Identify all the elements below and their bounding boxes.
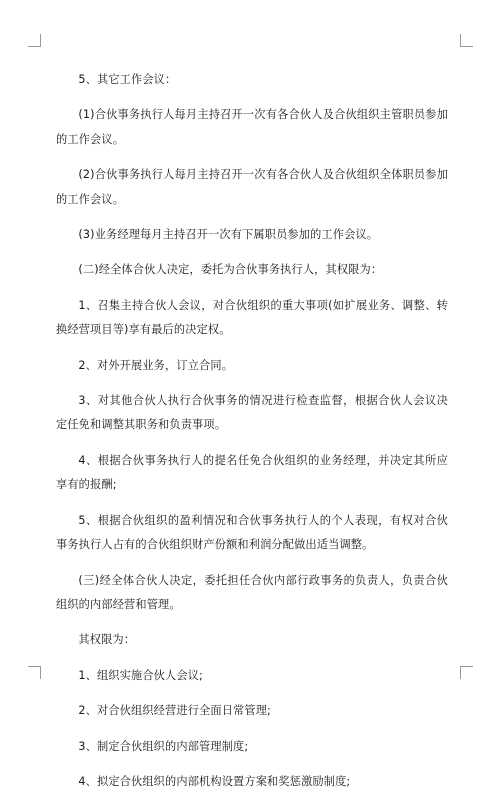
paragraph: 4、根据合伙事务执行人的提名任免合伙组织的业务经理，并决定其所应享有的报酬; xyxy=(56,453,448,492)
paragraph: 5、其它工作会议： xyxy=(78,73,177,86)
crop-mark-top-right xyxy=(460,34,473,47)
paragraph: (二)经全体合伙人决定，委托为合伙事务执行人，其权限为： xyxy=(78,263,383,277)
paragraph: 2、对外开展业务，订立合同。 xyxy=(78,358,234,372)
paragraph: (3)业务经理每月主持召开一次有下属职员参加的工作会议。 xyxy=(78,228,379,242)
paragraph: 1、召集主持合伙人会议，对合伙组织的重大事项(如扩展业务、调整、转换经营项目等)享有最后的决定权。 xyxy=(56,298,448,337)
paragraph: 2、对合伙组织经营进行全面日常管理; xyxy=(78,704,271,718)
paragraph: 5、根据合伙组织的盈利情况和合伙事务执行人的个人表现，有权对合伙事务执行人占有的合伙组织财产份额和利润分配做出适当调整。 xyxy=(56,513,448,552)
paragraph: 3、对其他合伙人执行合伙事务的情况进行检查监督，根据合伙人会议决定任免和调整其职务和负责事项。 xyxy=(56,394,448,432)
crop-mark-bottom-right xyxy=(460,666,473,679)
crop-mark-bottom-left xyxy=(28,666,41,679)
paragraph: (1)合伙事务执行人每月主持召开一次有各合伙人及合伙组织主管职员参加的工作会议。 xyxy=(56,108,448,146)
paragraph: 1、组织实施合伙人会议; xyxy=(78,668,203,682)
crop-mark-top-left xyxy=(28,34,41,47)
paragraph: 4、拟定合伙组织的内部机构设置方案和奖惩激励制度; xyxy=(78,774,351,788)
paragraph: 3、制定合伙组织的内部管理制度; xyxy=(78,739,249,753)
paragraph: 其权限为： xyxy=(78,633,136,647)
paragraph: (三)经全体合伙人决定，委托担任合伙内部行政事务的负责人，负责合伙组织的内部经营和管理。 xyxy=(56,573,448,611)
document-page xyxy=(56,68,448,805)
paragraph: (2)合伙事务执行人每月主持召开一次有各合伙人及合伙组织全体职员参加的工作会议。 xyxy=(56,168,448,206)
